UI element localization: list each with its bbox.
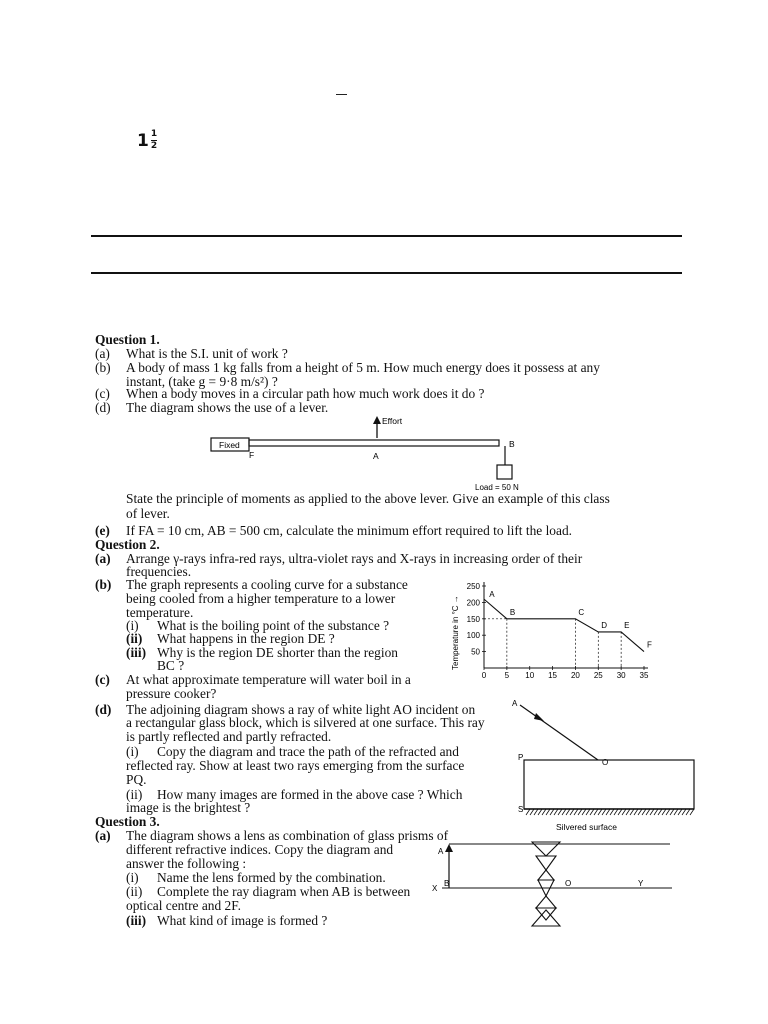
q3-aiii-text: What kind of image is formed ?	[157, 913, 328, 928]
q1-c-label: (c)	[95, 386, 110, 401]
load-label: Load = 50 N	[475, 483, 519, 492]
q1-a-text: What is the S.I. unit of work ?	[126, 346, 288, 361]
object-arrowhead	[445, 844, 453, 852]
q3-a-label: (a)	[95, 828, 111, 843]
hatch-line	[578, 809, 582, 815]
hatch-line	[562, 809, 566, 815]
x-tick-label: 15	[548, 671, 558, 680]
x-tick-label: 0	[481, 671, 487, 680]
q2-bii-label: (ii)	[126, 631, 143, 646]
hatch-line	[662, 809, 666, 815]
point-label-d: D	[601, 620, 608, 630]
q2-d-line3: is partly reflected and partly refracted.	[126, 729, 332, 744]
x-tick-label: 25	[593, 671, 603, 680]
hatch-line	[542, 809, 546, 815]
q3-a-line2: different refractive indices. Copy the diagram and	[126, 842, 394, 857]
q2-di-label: (i)	[126, 744, 139, 759]
q1-e-text: If FA = 10 cm, AB = 500 cm, calculate the minimum effort required to lift the load.	[126, 523, 572, 538]
q2-b-line3: temperature.	[126, 605, 194, 620]
load-block	[497, 465, 512, 479]
fraction-numerator: 1	[150, 129, 158, 139]
q2-c-label: (c)	[95, 672, 110, 687]
y-tick-label: 100	[466, 631, 480, 641]
q1-d-label: (d)	[95, 400, 111, 415]
q1-state-line2: of lever.	[126, 506, 170, 521]
q2-d-label: (d)	[95, 702, 112, 717]
q1-b-label: (b)	[95, 360, 111, 375]
q2-a-line1: Arrange γ-rays infra-red rays, ultra-violet rays and X-rays in increasing order of their	[126, 551, 583, 566]
q2-c-line1: At what approximate temperature will water boil in a	[126, 672, 411, 687]
q2-biii-line2: BC ?	[157, 658, 185, 673]
q2-d-line2: a rectangular glass block, which is silvered at one surface. This ray	[126, 715, 485, 730]
top-rule	[91, 235, 682, 237]
hatch-line	[646, 809, 650, 815]
block-label-p: P	[518, 753, 524, 762]
hatch-line	[606, 809, 610, 815]
q2-b-label: (b)	[95, 577, 112, 592]
lever-diagram	[205, 414, 525, 494]
q2-d-line1: The adjoining diagram shows a ray of white light AO incident on	[126, 702, 476, 717]
q3-aii-label: (ii)	[126, 884, 143, 899]
q2-b-line2: being cooled from a higher temperature to a lower	[126, 591, 396, 606]
q2-dii-line2: image is the brightest ?	[126, 800, 251, 815]
hatch-line	[658, 809, 662, 815]
q2-c-line2: pressure cooker?	[126, 686, 217, 701]
glass-block-diagram	[512, 697, 702, 837]
q3-aiii-label: (iii)	[126, 913, 147, 928]
q3-aii-line1: Complete the ray diagram when AB is between	[157, 884, 411, 899]
hatch-line	[538, 809, 542, 815]
q2-dii-line1: How many images are formed in the above case ? Which	[157, 787, 463, 802]
hatch-line	[614, 809, 618, 815]
lens-label-o: O	[565, 879, 572, 888]
mixed-whole: 1	[137, 130, 149, 151]
x-tick-label: 20	[570, 671, 580, 680]
incident-ray-arrow	[534, 713, 544, 721]
q3-a-line1: The diagram shows a lens as combination of glass prisms of	[126, 828, 449, 843]
hatch-line	[610, 809, 614, 815]
y-tick-label: 50	[471, 647, 480, 657]
lens-label-a: A	[438, 847, 444, 856]
hatch-line	[666, 809, 670, 815]
prism-5	[536, 896, 556, 908]
lens-label-y: Y	[638, 879, 644, 888]
block-label-o: O	[602, 758, 609, 767]
hatch-line	[570, 809, 574, 815]
fixed-label: Fixed	[219, 440, 240, 450]
prism-7	[532, 910, 560, 926]
hatch-line	[634, 809, 638, 815]
q2-bi-label: (i)	[126, 618, 139, 633]
mixed-fraction	[137, 130, 157, 151]
q2-bi-text: What is the boiling point of the substance ?	[157, 618, 390, 633]
effort-arrowhead	[373, 416, 381, 424]
hatch-line	[670, 809, 674, 815]
lens-label-x: X	[432, 884, 438, 893]
label-f: F	[249, 450, 255, 460]
block-label-a: A	[512, 699, 518, 708]
question-1-title: Question 1.	[95, 332, 160, 347]
lens-label-b: B	[444, 879, 450, 888]
question-2-title: Question 2.	[95, 537, 160, 552]
q2-di-line2: reflected ray. Show at least two rays emerging from the surface	[126, 758, 465, 773]
q2-a-label: (a)	[95, 551, 111, 566]
hatch-line	[674, 809, 678, 815]
q3-ai-label: (i)	[126, 870, 139, 885]
point-label-f: F	[647, 640, 652, 650]
q2-bii-text: What happens in the region DE ?	[157, 631, 335, 646]
q2-b-line1: The graph represents a cooling curve for a substance	[126, 577, 408, 592]
hatch-line	[650, 809, 654, 815]
hatch-line	[554, 809, 558, 815]
prism-stack	[532, 842, 560, 926]
hatch-line	[626, 809, 630, 815]
hatch-line	[598, 809, 602, 815]
y-tick-label: 200	[466, 598, 480, 608]
incident-ray	[520, 705, 598, 760]
q2-dii-label: (ii)	[126, 787, 143, 802]
fraction-denominator: 2	[150, 141, 158, 151]
hatch-line	[638, 809, 642, 815]
hatch-line	[654, 809, 658, 815]
fraction	[151, 130, 157, 151]
y-tick-label: 150	[466, 614, 480, 624]
x-tick-label: 35	[639, 671, 649, 680]
q1-e-label: (e)	[95, 523, 110, 538]
label-b: B	[509, 439, 515, 449]
hatch-line	[526, 809, 530, 815]
hatch-line	[642, 809, 646, 815]
q1-a-label: (a)	[95, 346, 110, 361]
point-label-b: B	[509, 607, 516, 617]
q2-di-line3: PQ.	[126, 772, 147, 787]
q2-a-line2: frequencies.	[126, 564, 192, 579]
hatch-line	[566, 809, 570, 815]
hatch-line	[682, 809, 686, 815]
hatch-line	[574, 809, 578, 815]
q3-aii-line2: optical centre and 2F.	[126, 898, 241, 913]
x-tick-label: 10	[525, 671, 535, 680]
q2-biii-line1: Why is the region DE shorter than the region	[157, 645, 398, 660]
prism-2	[536, 856, 556, 870]
lens-diagram	[432, 838, 682, 930]
hatch-line	[550, 809, 554, 815]
chart-ylabel: Temperature in °C →	[451, 595, 460, 670]
point-label-a: A	[489, 589, 495, 599]
label-a: A	[373, 451, 379, 461]
block-label-s: S	[518, 805, 524, 814]
hatch-line	[622, 809, 626, 815]
hatch-line	[534, 809, 538, 815]
prism-3	[538, 870, 554, 880]
hatch-line	[602, 809, 606, 815]
q1-state-line1: State the principle of moments as applied to the above lever. Give an example of this class	[126, 491, 610, 506]
y-tick-label: 250	[466, 582, 480, 591]
q1-d-text: The diagram shows the use of a lever.	[126, 400, 329, 415]
q2-di-line1: Copy the diagram and trace the path of the refracted and	[157, 744, 459, 759]
hatch-line	[530, 809, 534, 815]
bottom-rule	[91, 272, 682, 274]
hatch-line	[690, 809, 694, 815]
q3-ai-text: Name the lens formed by the combination.	[157, 870, 386, 885]
hatch-line	[594, 809, 598, 815]
hatch-line	[558, 809, 562, 815]
hatch-line	[590, 809, 594, 815]
q3-a-line3: answer the following :	[126, 856, 247, 871]
question-3-title: Question 3.	[95, 814, 160, 829]
q1-b-line1: A body of mass 1 kg falls from a height of 5 m. How much energy does it possess at any	[126, 360, 600, 375]
effort-label: Effort	[382, 416, 403, 426]
x-tick-label: 30	[616, 671, 626, 680]
hatch-line	[618, 809, 622, 815]
x-tick-label: 5	[504, 671, 510, 680]
q1-c-text: When a body moves in a circular path how much work does it do ?	[126, 386, 485, 401]
cooling-curve-line	[484, 599, 644, 651]
q2-biii-label: (iii)	[126, 645, 147, 660]
header-dash	[336, 94, 347, 95]
cooling-curve-chart	[444, 578, 664, 684]
point-label-e: E	[624, 620, 630, 630]
silvered-hatching	[526, 809, 694, 815]
hatch-line	[686, 809, 690, 815]
hatch-line	[586, 809, 590, 815]
point-label-c: C	[578, 607, 585, 617]
q1-b-line2: instant, (take g = 9·8 m/s²) ?	[126, 374, 278, 389]
hatch-line	[630, 809, 634, 815]
hatch-line	[678, 809, 682, 815]
hatch-line	[546, 809, 550, 815]
lever-bar	[249, 440, 499, 446]
glass-block	[524, 760, 694, 809]
silvered-caption: Silvered surface	[556, 822, 617, 832]
hatch-line	[582, 809, 586, 815]
